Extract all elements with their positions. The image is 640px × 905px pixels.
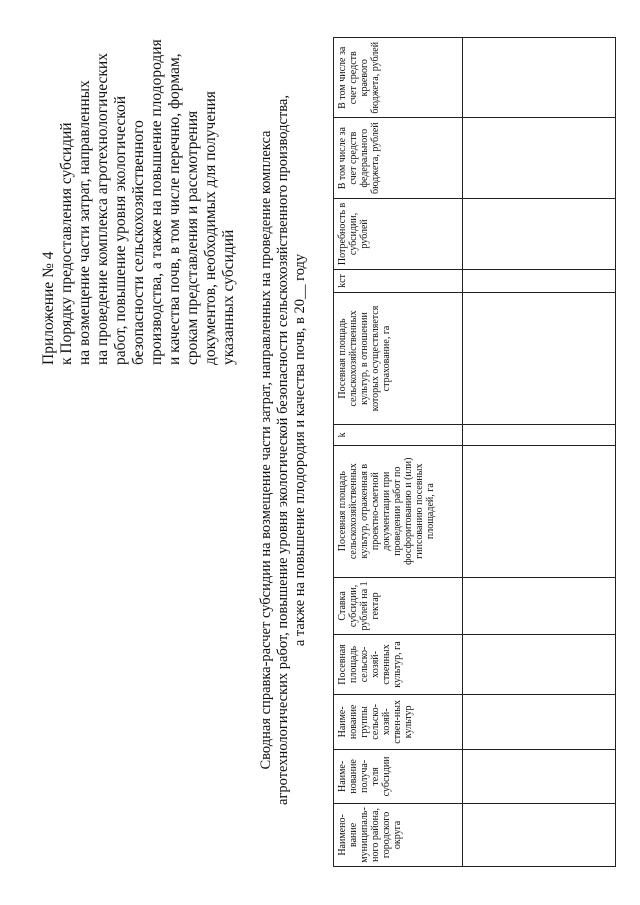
appendix-line: производства, а также на повышение плодородия xyxy=(148,39,165,365)
column-header: Наимено-вание муниципаль-ного района, городского округа xyxy=(334,803,463,866)
appendix-caption xyxy=(40,35,238,365)
table-cell xyxy=(463,118,616,198)
column-header: Посевная площадь сельскохозяйственных культур, в отношении которых осуществляется страхование, га xyxy=(334,292,463,424)
table-cell xyxy=(463,198,616,269)
appendix-line: к Порядку предоставления субсидий xyxy=(58,122,75,365)
table-header-row xyxy=(334,38,463,867)
column-header: Ставка субсидии, рублей на 1 гектар xyxy=(334,577,463,634)
appendix-line: срокам представления и рассмотрения xyxy=(184,110,201,365)
appendix-line: работ, повышение уровня экологической xyxy=(112,95,129,365)
column-header: Посевная площадь сельскохозяйственных культур, отраженная в проектно-сметной документации при проведении работ по фосфоритованию и (или) гипсованию посевных площадей, га xyxy=(334,445,463,577)
column-header: Наиме-нование получа-теля субсидии xyxy=(334,749,463,803)
table-cell xyxy=(463,577,616,634)
title-line: а также на повышение плодородия и качества почв, в 20__ году xyxy=(292,253,308,647)
subsidy-table xyxy=(333,37,616,867)
table-cell xyxy=(463,749,616,803)
table-cell xyxy=(463,803,616,866)
appendix-line: указанных субсидий xyxy=(220,229,237,365)
appendix-line: на проведение комплекса агротехнологических xyxy=(94,53,111,365)
title-line: агротехнологических работ, повышение уровня экологической безопасности сельскохозяйственного производства, xyxy=(275,95,291,805)
column-header: k xyxy=(334,425,463,446)
column-header: Посевная площадь сельско-хозяй-ственных культур, га xyxy=(334,635,463,695)
title-line: Сводная справка-расчет субсидии на возмещение части затрат, направленных на проведение комплекса xyxy=(258,130,274,770)
table-row xyxy=(463,38,616,867)
column-header: kст xyxy=(334,270,463,293)
table-cell xyxy=(463,635,616,695)
table-cell xyxy=(463,292,616,424)
appendix-line: на возмещение части затрат, направленных xyxy=(76,80,93,365)
table-cell xyxy=(463,694,616,749)
appendix-line: Приложение № 4 xyxy=(40,251,57,365)
appendix-line: документов, необходимых для получения xyxy=(202,91,219,365)
column-header: Потребность в субсидии, рублей xyxy=(334,198,463,269)
document-title xyxy=(258,35,309,865)
table-cell xyxy=(463,270,616,293)
table-cell xyxy=(463,445,616,577)
table-cell xyxy=(463,425,616,446)
subsidy-table-grid xyxy=(333,37,616,867)
table-cell xyxy=(463,38,616,118)
appendix-line: безопасности сельскохозяйственного xyxy=(130,120,147,365)
column-header: Наиме-нование группы сельско-хозяй-ствен-ных культур xyxy=(334,694,463,749)
column-header: В том числе за счет средств краевого бюджета, рублей xyxy=(334,38,463,118)
appendix-line: и качества почв, в том числе перечню, формам, xyxy=(166,53,183,365)
column-header: В том числе за счет средств федерального бюджета, рублей xyxy=(334,118,463,198)
